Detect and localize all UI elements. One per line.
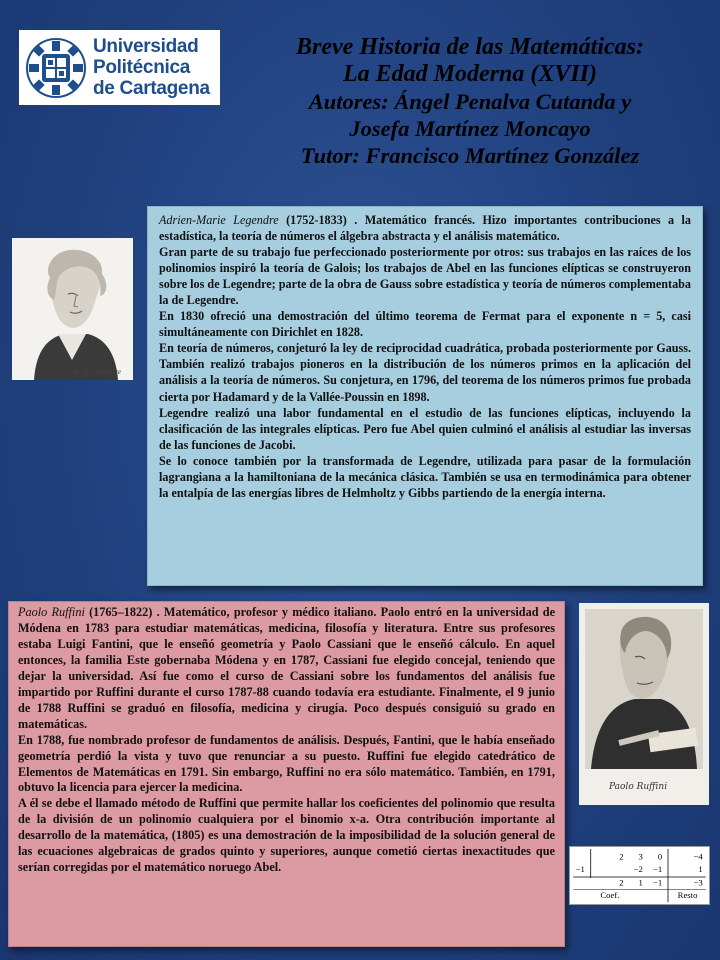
logo-wordmark	[93, 36, 210, 99]
table-cell: 1	[698, 864, 703, 875]
legendre-paragraph: Se lo conoce también por la transformada de Legendre, utilizada para pasar de la formulación lagrangiana a la hamiltoniana de la mecánica clásica. También se usa en termodinámica para obtener la entalpía de las energías libres de Helmholtz y Gibbs partiendo de la energía interna.	[159, 453, 691, 500]
table-cell: 2	[619, 877, 624, 888]
university-logo	[19, 30, 220, 105]
ruffini-intro-text: (1765–1822) . Matemático, profesor y médico italiano. Paolo entró en la universidad de Módena en 1783 para estudiar matemáticas, medicina, filosofía y literatura. Entre sus profesores estaba Luigi Fantini, que le enseñó geometría y Paolo Cassiani que le enseñó cálculo. En aquel entonces, la familia Este gobernaba Módena y en 1787, Cassiani fue elegido concejal, teniendo que dejar la universidad. Así fue como el curso de Cassiani sobre los fundamentos del análisis fue impartido por Ruffini durante el curso 1787-88 cuando todavía era estudiante. Finalmente, el 9 junio de 1788 Ruffini se graduó en filosofía, medicina y cirugía. Poco después consiguió su grado en matemáticas.	[18, 605, 556, 731]
ruffini-text-box	[8, 601, 565, 947]
ruffini-paragraph: En 1788, fue nombrado profesor de fundamentos de análisis. Después, Fantini, que le había enseñado geometría perdió la vista y tuvo que renunciar a su puesto. Ruffini fue elegido catedrático de Elementos de Matemáticas en 1791. Sin embargo, Ruffini no era sólo matemático. También, en 1791, obtuvo la licencia para ejercer la medicina.	[18, 732, 555, 795]
legendre-intro	[159, 212, 691, 244]
portrait-signature: A. M. Legendre	[74, 369, 122, 376]
title-line: Breve Historia de las Matemáticas:	[296, 34, 644, 60]
legendre-paragraph: Legendre realizó una labor fundamental en el estudio de las funciones elípticas, incluyendo la clasificación de las integrales elípticas. Pero fue Abel quien culminó el análisis al estudiar las inversas de las funciones de Jacobi.	[159, 405, 691, 452]
table-cell: 0	[657, 851, 663, 862]
ruffini-table-figure	[570, 847, 709, 904]
legendre-name: Adrien-Marie Legendre	[159, 213, 279, 227]
table-cell: −1	[652, 864, 663, 875]
legendre-paragraph: En 1830 ofreció una demostración del último teorema de Fermat para el exponente n = 5, casi simultáneamente con Dirichlet en 1828.	[159, 309, 691, 340]
table-cell: −3	[693, 877, 703, 888]
table-cell: 1	[638, 877, 643, 888]
portrait-signature: Paolo Ruffini	[609, 782, 668, 792]
tutor-line: Tutor: Francisco Martínez González	[300, 143, 640, 168]
ruffini-intro	[18, 605, 555, 733]
legendre-portrait	[12, 238, 133, 380]
ruffini-paragraph: A él se debe el llamado método de Ruffini que permite hallar los coeficientes del polinomio que resulta de la división de un polinomio cualquiera por el binomio x-a. Otra contribución importante al desarrollo de la matemática, (1805) es una demostración de la imposibilidad de la solución general de las ecuaciones algebraicas de grados quinto y superiores, aunque cometió ciertas inexactitudes que serían corregidas por el matemático noruego Abel.	[18, 796, 555, 875]
title-line: La Edad Moderna (XVII)	[342, 61, 598, 87]
table-cell: −4	[693, 851, 703, 862]
ruffini-division-table	[569, 846, 710, 905]
authors-line: Autores: Ángel Penalva Cutanda y	[308, 89, 632, 114]
table-cell: −2	[633, 864, 643, 875]
legendre-portrait-image	[12, 238, 133, 380]
authors-line: Josefa Martínez Moncayo	[349, 116, 591, 141]
table-cell: −1	[652, 877, 663, 888]
legendre-text-box	[147, 206, 703, 586]
poster-title	[225, 34, 715, 169]
logo-line: Universidad	[93, 36, 199, 57]
legendre-paragraph: En teoría de números, conjeturó la ley de reciprocidad cuadrática, probada posteriormente por Gauss. También realizó trabajos pioneros en la distribución de los números primos en la aplicación del análisis a la teoría de números. Su conjetura, en 1796, del teorema de los números primos fue probada cierta por Hadamard y de la Vallée-Poussin en 1898.	[159, 341, 691, 404]
table-cell: 3	[638, 851, 643, 862]
legendre-paragraph: Gran parte de su trabajo fue perfeccionado posteriormente por otros: sus trabajos en las raíces de los polinomios inspiró la teoría de Galois; los trabajos de Abel en las funciones elípticas se construyeron sobre los de Legendre; parte de la obra de Gauss sobre estadística y teoría de números complementaba la de Legendre.	[159, 245, 691, 308]
legendre-intro-text: (1752-1833) . Matemático francés. Hizo importantes contribuciones a la estadística, la teoría de números el álgebra abstracta y el análisis matemático.	[159, 213, 691, 244]
table-label-resto: Resto	[677, 890, 698, 901]
table-cell: 2	[619, 851, 624, 862]
logo-line: de Cartagena	[93, 78, 210, 99]
ruffini-portrait-image	[579, 603, 709, 805]
ruffini-name: Paolo Ruffini	[18, 605, 85, 619]
logo-line: Politécnica	[93, 57, 191, 78]
upct-shield-icon	[25, 37, 87, 99]
table-divisor: −1	[575, 864, 585, 875]
table-label-coef: Coef.	[600, 890, 620, 901]
ruffini-portrait	[579, 603, 709, 805]
